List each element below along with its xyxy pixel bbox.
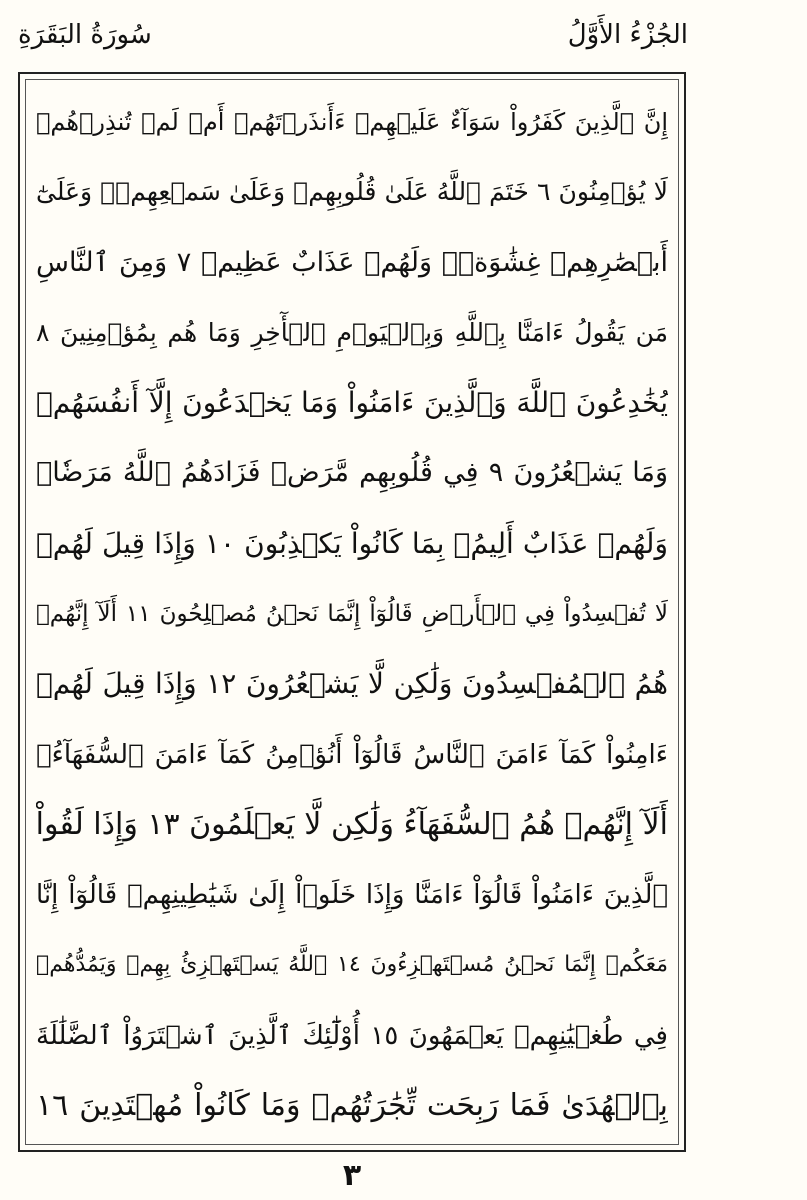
verse-lines — [36, 92, 668, 1136]
verse-line-7: وَلَهُمۡ عَذَابٌ أَلِيمُۢ بِمَا كَانُواْ يَكۡذِبُونَ ١٠ وَإِذَا قِيلَ لَهُمۡ — [36, 526, 668, 560]
verse-line-8: لَا تُفۡسِدُواْ فِي ٱلۡأَرۡضِ قَالُوٓاْ إِنَّمَا نَحۡنُ مُصۡلِحُونَ ١١ أَلَآ إِنَّهُمۡ — [36, 600, 668, 627]
verse-line-4: مَن يَقُولُ ءَامَنَّا بِٱللَّهِ وَبِٱلۡيَوۡمِ ٱلۡأٓخِرِ وَمَا هُم بِمُؤۡمِنِينَ ٨ — [36, 317, 668, 347]
page-header — [18, 12, 688, 62]
verse-line-2: لَا يُؤۡمِنُونَ ٦ خَتَمَ ٱللَّهُ عَلَىٰ قُلُوبِهِمۡ وَعَلَىٰ سَمۡعِهِمۡۖ وَعَلَىٰٓ — [36, 177, 668, 207]
verse-line-10: ءَامِنُواْ كَمَآ ءَامَنَ ٱلنَّاسُ قَالُوٓاْ أَنُؤۡمِنُ كَمَآ ءَامَنَ ٱلسُّفَهَآءُۗ — [36, 739, 668, 770]
verse-line-5: يُخَٰدِعُونَ ٱللَّهَ وَٱلَّذِينَ ءَامَنُواْ وَمَا يَخۡدَعُونَ إِلَّآ أَنفُسَهُمۡ — [36, 386, 668, 420]
page-number: ٣ — [342, 1158, 362, 1193]
verse-line-15: بِٱلۡهُدَىٰ فَمَا رَبِحَت تِّجَٰرَتُهُمۡ وَمَا كَانُواْ مُهۡتَدِينَ ١٦ — [36, 1087, 668, 1123]
surah-title: سُورَةُ البَقَرَةِ — [18, 20, 152, 50]
verse-line-6: وَمَا يَشۡعُرُونَ ٩ فِي قُلُوبِهِم مَّرَضٞ فَزَادَهُمُ ٱللَّهُ مَرَضٗاۖ — [36, 457, 668, 489]
verse-line-12: ٱلَّذِينَ ءَامَنُواْ قَالُوٓاْ ءَامَنَّا وَإِذَا خَلَوۡاْ إِلَىٰ شَيَٰطِينِهِمۡ قَالُوٓاْ إِنَّا — [36, 880, 668, 911]
verse-line-9: هُمُ ٱلۡمُفۡسِدُونَ وَلَٰكِن لَّا يَشۡعُرُونَ ١٢ وَإِذَا قِيلَ لَهُمۡ — [36, 667, 668, 701]
text-frame — [18, 72, 686, 1152]
verse-line-11: أَلَآ إِنَّهُمۡ هُمُ ٱلسُّفَهَآءُ وَلَٰكِن لَّا يَعۡلَمُونَ ١٣ وَإِذَا لَقُواْ — [36, 806, 668, 842]
verse-line-14: فِي طُغۡيَٰنِهِمۡ يَعۡمَهُونَ ١٥ أُوْلَٰٓئِكَ ٱلَّذِينَ ٱشۡتَرَوُاْ ٱلضَّلَٰلَةَ — [36, 1020, 668, 1051]
juz-title: الجُزْءُ الأَوَّلُ — [567, 20, 688, 50]
verse-line-3: أَبۡصَٰرِهِمۡ غِشَٰوَةٞۖ وَلَهُمۡ عَذَابٌ عَظِيمٞ ٧ وَمِنَ ٱلنَّاسِ — [36, 246, 668, 278]
verse-line-1: إِنَّ ٱلَّذِينَ كَفَرُواْ سَوَآءٌ عَلَيۡهِمۡ ءَأَنذَرۡتَهُمۡ أَمۡ لَمۡ تُنذِرۡهُمۡ — [36, 108, 668, 136]
verse-line-13: مَعَكُمۡ إِنَّمَا نَحۡنُ مُسۡتَهۡزِءُونَ ١٤ ٱللَّهُ يَسۡتَهۡزِئُ بِهِمۡ وَيَمُدُّهُمۡ — [36, 952, 668, 978]
